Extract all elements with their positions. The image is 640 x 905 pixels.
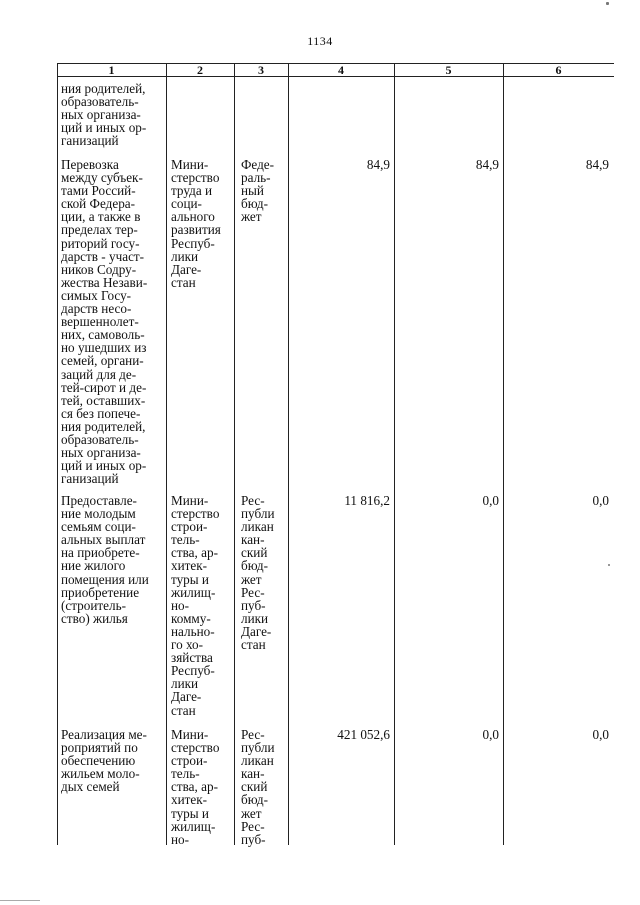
value-col5: 0,0 xyxy=(482,493,499,508)
page-number: 1134 xyxy=(307,34,333,48)
column-divider xyxy=(234,64,235,845)
value-col4: 421 052,6 xyxy=(337,727,390,742)
column-divider xyxy=(394,64,395,845)
column-header: 5 xyxy=(445,63,452,77)
column-divider xyxy=(57,64,58,845)
column-divider xyxy=(288,64,289,845)
value-col6: 84,9 xyxy=(585,157,609,172)
column-header: 1 xyxy=(108,63,115,77)
measure-name: Реализация ме- роприятий по обеспечению жильем моло- дых семей xyxy=(61,727,147,795)
executor: Мини- стерство строи- тель- ства, ар- хитек- туры и жилищ- но- xyxy=(171,727,220,847)
value-col6: 0,0 xyxy=(592,493,609,508)
value-col5: 0,0 xyxy=(482,727,499,742)
column-header: 4 xyxy=(338,63,344,77)
measure-name: Предоставле- ние молодым семьям соци- альных выплат на приобрете- ние жилого помещения или приобретение (строитель- ство) жилья xyxy=(61,493,149,626)
value-col4: 11 816,2 xyxy=(344,493,390,508)
column-header: 6 xyxy=(555,63,562,77)
funding-source: Рес- публи ликан кан- ский бюд- жет Рес- пуб- лики Даге- стан xyxy=(241,493,275,653)
value-col5: 84,9 xyxy=(475,157,499,172)
scan-speck xyxy=(608,564,610,566)
column-divider xyxy=(166,64,167,845)
column-header: 2 xyxy=(197,63,203,77)
scan-speck xyxy=(606,2,609,5)
column-divider xyxy=(503,64,504,845)
column-header: 3 xyxy=(258,63,264,77)
continuation-text: ния родителей, образователь- ных организа- ций и иных ор- ганизаций xyxy=(61,81,147,149)
funding-source: Рес- публи ликан кан- ский бюд- жет Рес- пуб- xyxy=(241,727,275,847)
executor: Мини- стерство труда и соци- ального развития Респуб- лики Даге- стан xyxy=(171,157,221,290)
executor: Мини- стерство строи- тель- ства, ар- хитек- туры и жилищ- но- комму- нально- го хо- зяйства Респуб- лики Даге- стан xyxy=(171,493,220,718)
value-col6: 0,0 xyxy=(592,727,609,742)
scan-edge-mark xyxy=(0,900,40,901)
value-col4: 84,9 xyxy=(366,157,390,172)
measure-name: Перевозка между субъек- тами Россий- ской Федера- ции, а также в пределах тер- риторий госу- дарств - участ- ников Содру- жества Незави- симых Госу- дарств несо- вершеннолет- них, самоволь- но ушедших из семей, органи- заций для де- тей-сирот и де- тей, оставших- ся без попече- ния родителей, образователь- ных организа- ций и иных ор- ганизаций xyxy=(61,157,148,487)
funding-source: Феде- раль- ный бюд- жет xyxy=(241,157,275,225)
